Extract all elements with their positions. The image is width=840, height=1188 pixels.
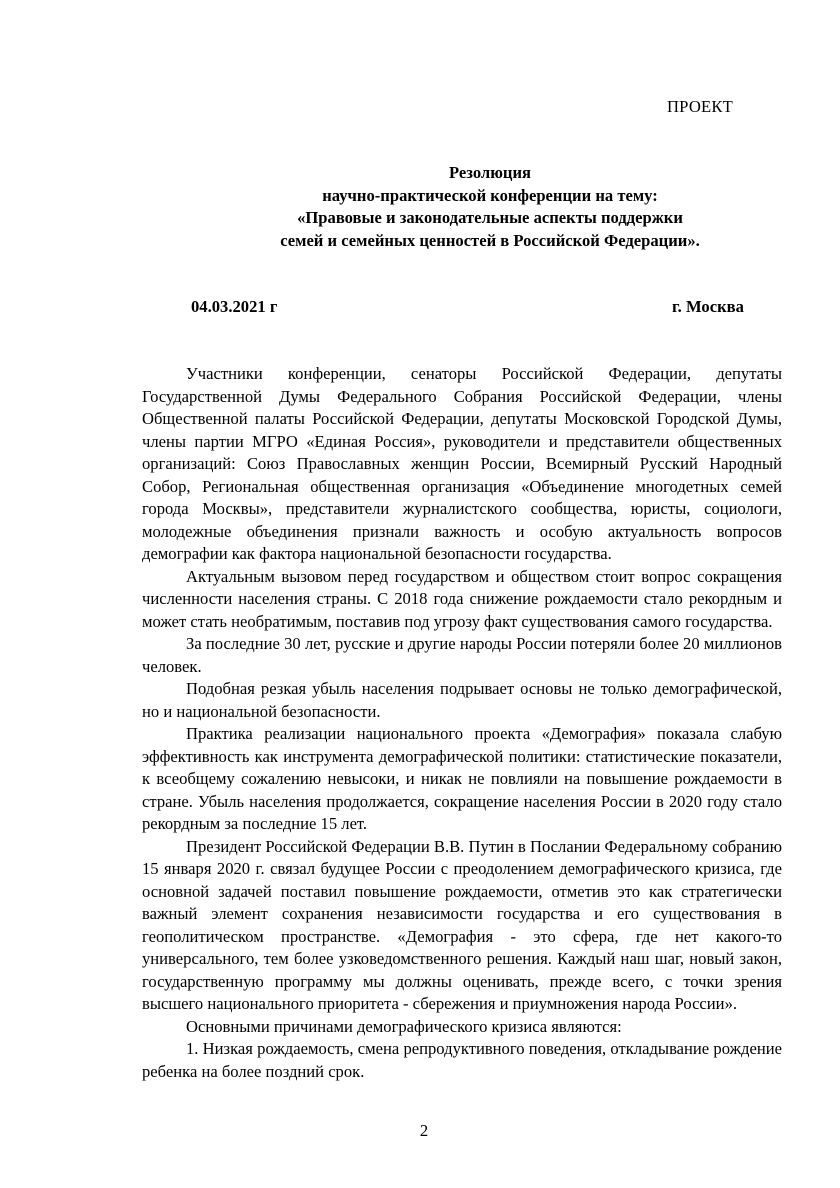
title-line-4: семей и семейных ценностей в Российской Федерации». (280, 230, 700, 250)
document-date: 04.03.2021 г (191, 297, 278, 316)
paragraph: Участники конференции, сенаторы Российской Федерации, депутаты Государственной Думы Федерального Собрания Российской Федерации, члены Общественной палаты Российской Федерации, депутаты Московской Городской Думы, члены партии МГРО «Единая Россия», руководители и представители общественных организаций: Союз Православных женщин России, Всемирный Русский Народный Собор, Региональная общественная организация «Объединение многодетных семей города Москвы», представители журналистского сообщества, юристы, социологи, молодежные объединения признали важность и особую актуальность вопросов демографии как фактора национальной безопасности государства. (142, 364, 782, 563)
paragraph: 1. Низкая рождаемость, смена репродуктивного поведения, откладывание рождение ребенка на более поздний срок. (142, 1039, 782, 1081)
draft-label: ПРОЕКТ (667, 97, 733, 116)
paragraph: Президент Российской Федерации В.В. Путин в Послании Федеральному собранию 15 января 2020 г. связал будущее России с преодолением демографического кризиса, где основной задачей поставил повышение рождаемости, отметив это как стратегически важный элемент сохранения независимости государства и его существования в геополитическом пространстве. «Демография - это сфера, где нет какого-то универсального, тем более узковедомственного решения. Каждый наш шаг, новый закон, государственную программу мы должны оценивать, прежде всего, с точки зрения высшего национального приоритета - сбережения и приумножения народа России». (142, 836, 782, 1013)
paragraph: За последние 30 лет, русские и другие народы России потеряли более 20 миллионов человек. (142, 634, 782, 676)
paragraph: Практика реализации национального проекта «Демография» показала слабую эффективность как инструмента демографической политики: статистические показатели, к всеобщему сожалению невысоки, и никак не повлияли на повышение рождаемости в стране. Убыль населения продолжается, сокращение населения России в 2020 году стало рекордным за последние 15 лет. (142, 724, 782, 833)
document-body (142, 363, 782, 1083)
paragraph: Основными причинами демографического кризиса являются: (186, 1016, 622, 1036)
document-title (140, 162, 840, 252)
paragraph: Актуальным вызовом перед государством и обществом стоит вопрос сокращения численности населения страны. С 2018 года снижение рождаемости стало рекордным и может стать необратимым, поставив под угрозу факт существования самого государства. (142, 566, 782, 631)
document-city: г. Москва (672, 297, 744, 316)
title-line-2: научно-практической конференции на тему: (322, 185, 658, 205)
paragraph: Подобная резкая убыль населения подрывает основы не только демографической, но и национальной безопасности. (142, 679, 782, 721)
page-number: 2 (419, 1121, 429, 1140)
title-line-1: Резолюция (448, 163, 532, 182)
title-line-3: «Правовые и законодательные аспекты поддержки (297, 208, 683, 227)
